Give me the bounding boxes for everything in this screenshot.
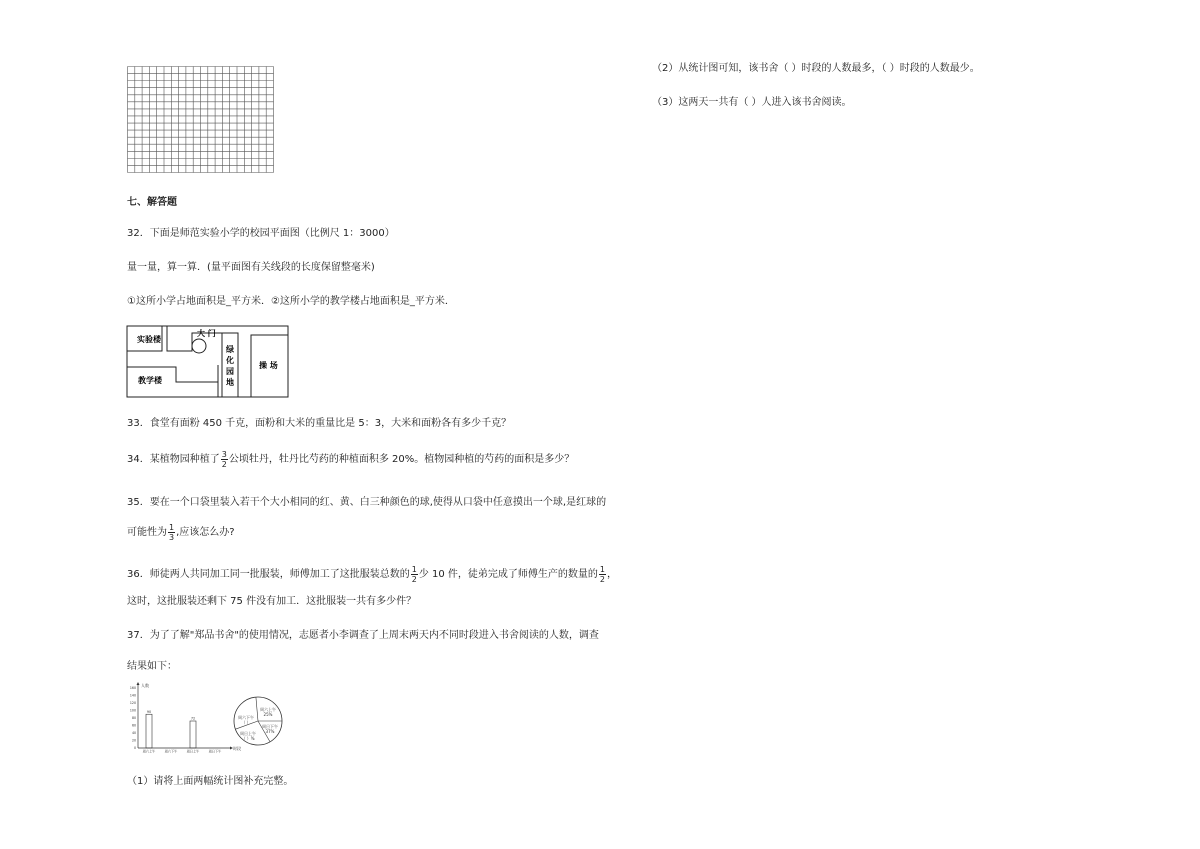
bar-chart-xlabel: 时段 [233, 746, 241, 751]
bar-chart-ytick: 40 [131, 731, 136, 736]
q36-frac1-num: 1 [411, 564, 417, 574]
q36-fraction-1 [411, 565, 418, 584]
bar-chart-bar [146, 714, 152, 748]
map-label-playground: 操 场 [259, 361, 278, 370]
q34 [127, 448, 574, 472]
q35-frac-den: 3 [169, 532, 175, 542]
map-label-lab: 实验楼 [137, 335, 161, 344]
bar-chart-data-label: 90 [146, 709, 152, 714]
bar-chart-category: 周六下午 [164, 749, 178, 754]
q37-sub2: （2）从统计图可知，该书舍（ ）时段的人数最多，（ ）时段的人数最少。 [652, 63, 980, 74]
map-label-teaching: 教学楼 [138, 376, 162, 385]
q36-mid: 少 10 件，徒弟完成了师傅生产的数量的 [418, 569, 598, 580]
q36-pre: 36．师徒两人共同加工同一批服装，师傅加工了这批服装总数的 [127, 569, 410, 580]
q34-frac-num: 3 [221, 449, 227, 459]
q35-line1: 35．要在一个口袋里装入若干个大小相同的红、黄、白三种颜色的球,使得从口袋中任意摸出一个球,是红球的 [127, 497, 607, 508]
pie-chart-slice-value: 25% [263, 712, 273, 717]
q37-sub3: （3）这两天一共有（ ）人进入该书舍阅读。 [652, 97, 852, 108]
pie-chart-slice-edge [256, 697, 258, 721]
section-heading: 七、解答题 [127, 197, 177, 208]
bar-chart-ytick: 140 [129, 693, 136, 698]
q35-line2-post: ,应该怎么办? [176, 527, 235, 538]
q36-tail: ， [607, 569, 618, 580]
map-label-green-4: 地 [226, 378, 234, 387]
bar-chart-ytick: 20 [131, 738, 136, 743]
pie-chart-slice-label: 周六上午 [260, 707, 276, 712]
bar-chart-ytick: 80 [131, 716, 136, 721]
q33: 33．食堂有面粉 450 千克，面粉和大米的重量比是 5：3，大米和面粉各有多少千克？ [127, 418, 512, 429]
q36-frac2-den: 2 [599, 574, 606, 584]
q36-frac1-den: 2 [411, 574, 417, 584]
bar-chart-ytick: 0 [133, 746, 136, 751]
bar-chart-category: 周日上午 [186, 749, 200, 754]
map-label-green-1: 绿 [226, 345, 234, 354]
campus-plan [126, 325, 290, 399]
q37-line1: 37．为了了解"郑品书舍"的使用情况，志愿者小李调查了上周末两天内不同时段进入书舍阅读的人数，调查 [127, 630, 599, 641]
bar-chart [124, 680, 241, 756]
bar-chart-ytick: 120 [129, 701, 136, 706]
pie-chart-slice-value: （ ） [241, 720, 251, 725]
bar-chart-ytick: 60 [131, 723, 136, 728]
bar-chart-data-label: 72 [190, 716, 196, 721]
bar-chart-ytick: 100 [129, 708, 136, 713]
q35-line2-pre: 可能性为 [127, 527, 167, 538]
q35-fraction [168, 523, 175, 542]
q34-fraction [221, 450, 228, 469]
q36-line1 [127, 563, 617, 587]
map-label-gate: 大 门 [197, 329, 216, 338]
q36-fraction-2 [599, 565, 606, 584]
pie-chart-slice-label: 周日下午 [262, 724, 278, 729]
q35-line2 [127, 521, 235, 545]
map-label-green-3: 园 [226, 367, 234, 376]
q37-line2: 结果如下： [127, 661, 177, 672]
bar-chart-bar [190, 721, 196, 748]
q34-frac-den: 2 [221, 459, 227, 469]
q32-line1: 32．下面是师范实验小学的校园平面图（比例尺 1：3000） [127, 228, 395, 239]
q32-line2: 量一量，算一算．(量平面图有关线段的长度保留整毫米) [127, 262, 375, 273]
q34-post: 公顷牡丹，牡丹比芍药的种植面积多 20%。植物园种植的芍药的面积是多少？ [228, 454, 575, 465]
bar-chart-ytick: 160 [129, 686, 136, 691]
q32-line3: ①这所小学占地面积是_平方米．②这所小学的教学楼占地面积是_平方米． [127, 296, 455, 307]
pie-chart-slice-label: 周日上午 [240, 731, 256, 736]
q36-line2: 这时，这批服装还剩下 75 件没有加工．这批服装一共有多少件？ [127, 596, 417, 607]
grid-paper [127, 66, 274, 173]
pie-chart-slice-label: 周六下午 [238, 715, 254, 720]
pie-chart-slice-value: （ ）% [241, 736, 255, 741]
q34-pre: 34．某植物园种植了 [127, 454, 220, 465]
bar-chart-category: 周六上午 [142, 749, 156, 754]
q37-sub1: （1）请将上面两幅统计图补充完整。 [127, 776, 294, 787]
pie-chart-slice-value: 37% [265, 729, 275, 734]
bar-chart-ylabel: 人数 [141, 683, 149, 688]
bar-chart-category: 周日下午 [208, 749, 222, 754]
q35-frac-num: 1 [169, 522, 175, 532]
map-label-green-2: 化 [226, 356, 234, 365]
q36-frac2-num: 1 [599, 564, 606, 574]
pie-chart [232, 695, 284, 747]
